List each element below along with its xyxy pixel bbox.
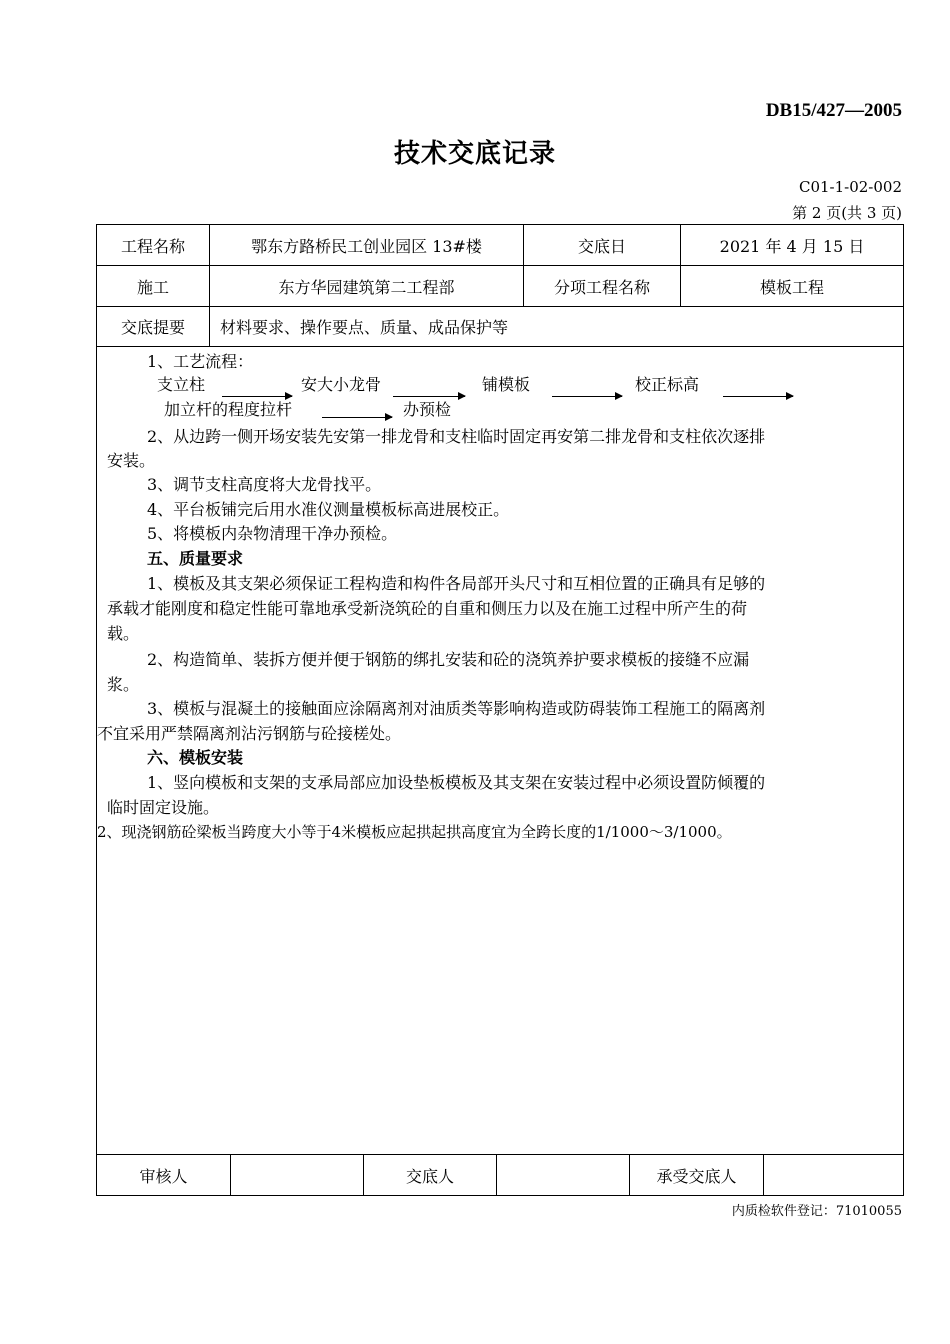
- software-registration: 内质检软件登记：71010055: [731, 1204, 902, 1219]
- subproject-value: 模板工程: [680, 266, 903, 306]
- construction-value: 东方华园建筑第二工程部: [209, 266, 523, 306]
- process-heading: 1、工艺流程：: [147, 352, 254, 371]
- installation-item-1: 1、竖向模板和支架的支承局部应加设垫板模板及其支架在安装过程中必须设置防倾覆的: [147, 773, 766, 792]
- signature-row: [97, 1154, 903, 1195]
- reviewer-label: 审核人: [139, 1166, 188, 1186]
- construction-label: 施工: [136, 277, 169, 297]
- quality-item-3: 3、模板与混凝土的接触面应涂隔离剂对油质类等影响构造或防碍装饰工程施工的隔离剂: [147, 699, 766, 718]
- summary-value: 材料要求、操作要点、质量、成品保护等: [209, 307, 903, 346]
- flow-arrow-4: [723, 396, 793, 397]
- flow-step-2: 安大小龙骨: [301, 375, 382, 394]
- project-label: 工程名称: [120, 236, 185, 256]
- flow-arrow-1: [222, 396, 292, 397]
- process-item-2-cont: 安装。: [107, 451, 156, 470]
- subproject-label: 分项工程名称: [523, 266, 680, 306]
- project-row: [97, 225, 903, 266]
- disclosure-content: [97, 347, 903, 1154]
- receiver-value: [763, 1155, 903, 1195]
- date-label: 交底日: [523, 225, 680, 265]
- process-item-4: 4、平台板铺完后用水准仪测量模板标高进展校正。: [147, 500, 510, 519]
- reviewer-value: [230, 1155, 363, 1195]
- quality-item-3-cont: 不宜采用严禁隔离剂沾污钢筋与砼接槎处。: [97, 724, 402, 743]
- quality-heading: 五、质量要求: [147, 549, 244, 568]
- discloser-value: [496, 1155, 629, 1195]
- quality-item-1: 1、模板及其支架必须保证工程构造和构件各局部开头尺寸和互相位置的正确具有足够的: [147, 574, 766, 593]
- discloser-label: 交底人: [363, 1155, 496, 1195]
- project-value: 鄂东方路桥民工创业园区 13#楼: [209, 225, 523, 265]
- flow-step-1: 支立柱: [157, 375, 206, 394]
- installation-item-1-cont: 临时固定设施。: [107, 798, 220, 817]
- flow-step-3: 铺模板: [482, 375, 531, 394]
- flow-step-5: 加立杆的程度拉杆: [164, 400, 293, 419]
- summary-row: [97, 307, 903, 347]
- process-item-5: 5、将模板内杂物清理干净办预检。: [147, 524, 398, 543]
- construction-row: [97, 266, 903, 307]
- standard-number: DB15/427—2005: [765, 100, 902, 121]
- process-item-2: 2、从边跨一侧开场安装先安第一排龙骨和支柱临时固定再安第二排龙骨和支柱依次逐排: [147, 427, 766, 446]
- date-value: 2021 年 4 月 15 日: [680, 225, 903, 265]
- process-item-3: 3、调节支柱高度将大龙骨找平。: [147, 475, 382, 494]
- flow-arrow-3: [552, 396, 622, 397]
- flow-arrow-5: [322, 417, 392, 418]
- flow-step-6: 办预检: [403, 400, 452, 419]
- page-indicator: 第 2 页(共 3 页): [792, 204, 902, 222]
- disclosure-table: [96, 224, 904, 1196]
- quality-item-2: 2、构造简单、装拆方便并便于钢筋的绑扎安装和砼的浇筑养护要求模板的接缝不应漏: [147, 650, 750, 669]
- installation-heading: 六、模板安装: [147, 748, 244, 767]
- receiver-label: 承受交底人: [629, 1155, 763, 1195]
- flow-step-4: 校正标高: [635, 375, 700, 394]
- quality-item-1-cont: 承载才能刚度和稳定性能可靠地承受新浇筑砼的自重和侧压力以及在施工过程中所产生的荷: [107, 599, 748, 618]
- summary-label: 交底提要: [120, 318, 185, 337]
- quality-item-1-end: 载。: [107, 624, 140, 643]
- quality-item-2-cont: 浆。: [107, 675, 140, 694]
- document-title: 技术交底记录: [393, 139, 556, 169]
- flow-arrow-2: [393, 396, 465, 397]
- form-code: C01-1-02-002: [798, 178, 902, 196]
- installation-item-2: 2、现浇钢筋砼梁板当跨度大小等于4米模板应起拱起拱高度宜为全跨长度的1/1000～3/1000。: [97, 823, 732, 841]
